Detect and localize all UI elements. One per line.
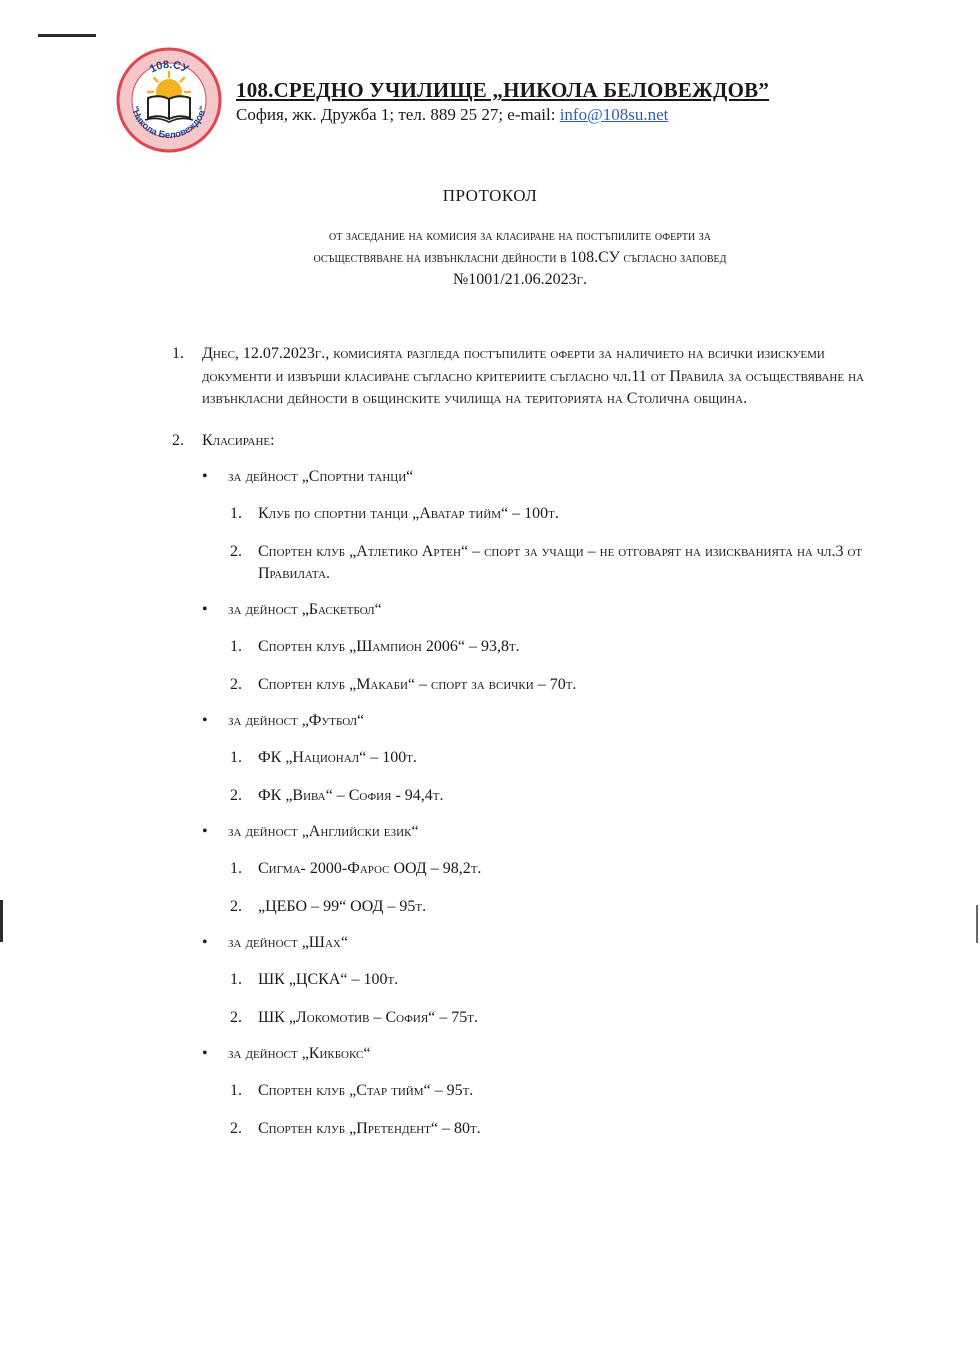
item-text: Класиране: — [202, 431, 275, 449]
club-text: Спортен клуб „Макаби“ – спорт за всички – 70т. — [258, 676, 577, 693]
bullet-icon: • — [202, 823, 208, 840]
book-icon — [145, 96, 193, 122]
club-number: 2. — [230, 676, 242, 693]
email-link[interactable]: info@108su.net — [559, 105, 669, 124]
club-list — [168, 1080, 888, 1140]
club-text: Спортен клуб „Шампион 2006“ – 93,8т. — [258, 638, 520, 655]
club-number: 1. — [230, 971, 242, 988]
subtitle-line-1: от заседание на комисия за класиране на постъпилите оферти за — [329, 229, 711, 244]
club-number: 1. — [230, 860, 242, 877]
club-text: „ЦЕБО – 99“ ООД – 95т. — [258, 898, 427, 915]
category-item — [168, 466, 888, 488]
bullet-icon: • — [202, 468, 208, 485]
letterhead — [236, 78, 769, 125]
club-number: 2. — [230, 543, 242, 560]
club-text: Клуб по спортни танци „Аватар тийм“ – 100т. — [258, 505, 559, 522]
club-list — [168, 969, 888, 1029]
club-number: 2. — [230, 1120, 242, 1137]
club-number: 2. — [230, 898, 242, 915]
item-number: 1. — [172, 345, 184, 362]
logo-bottom-text: "Никола Беловеждов" — [128, 105, 210, 142]
club-number: 1. — [230, 749, 242, 766]
club-list — [168, 636, 888, 696]
protocol-body — [168, 343, 888, 1140]
club-list-item — [168, 636, 888, 658]
club-list-item — [168, 747, 888, 769]
club-text: Спортен клуб „Атлетико Артен“ – спорт за учащи – не отговарят на изискванията на чл.3 от Правилата. — [258, 543, 863, 582]
club-text: ФК „Национал“ – 100т. — [258, 749, 417, 766]
club-text: ШК „Локомотив – София“ – 75т. — [258, 1009, 478, 1026]
list-item — [168, 343, 888, 411]
club-list — [168, 858, 888, 918]
document-subtitle — [200, 226, 840, 290]
item-number: 2. — [172, 431, 184, 449]
subtitle-line-2-a: осъществяване на извънкласни дейности в — [313, 251, 571, 266]
club-text: Спортен клуб „Претендент“ – 80т. — [258, 1120, 481, 1137]
club-list-item — [168, 1007, 888, 1029]
logo-top-text: 108.СУ — [147, 58, 191, 76]
subtitle-line-2 — [200, 247, 840, 269]
club-list — [168, 503, 888, 585]
address-text: София, жк. Дружба 1; тел. 889 25 27; e-mail: — [236, 105, 560, 124]
category-label: за дейност „Кикбокс“ — [228, 1045, 371, 1062]
club-list-item — [168, 785, 888, 807]
school-logo — [115, 46, 223, 154]
club-text: ФК „Вива“ – София - 94,4т. — [258, 787, 444, 804]
school-address — [236, 105, 769, 125]
document-title: ПРОТОКОЛ — [442, 186, 538, 205]
club-list-item — [168, 541, 888, 585]
club-text: ШК „ЦСКА“ – 100т. — [258, 971, 399, 988]
club-list-item — [168, 896, 888, 918]
club-list-item — [168, 858, 888, 880]
category-item — [168, 599, 888, 621]
bullet-icon: • — [202, 1045, 208, 1062]
club-number: 1. — [230, 1082, 242, 1099]
category-item — [168, 932, 888, 954]
subtitle-school: 108.СУ — [570, 249, 620, 266]
club-number: 2. — [230, 1009, 242, 1026]
bullet-icon: • — [202, 712, 208, 729]
club-number: 1. — [230, 505, 242, 522]
club-list-item — [168, 1080, 888, 1102]
list-item — [168, 430, 888, 453]
category-label: за дейност „Баскетбол“ — [228, 601, 382, 618]
school-name: 108.СРЕДНО УЧИЛИЩЕ „НИКОЛА БЕЛОВЕЖДОВ” — [236, 78, 770, 102]
club-list-item — [168, 969, 888, 991]
category-label: за дейност „Спортни танци“ — [228, 468, 414, 485]
club-number: 2. — [230, 787, 242, 804]
club-list — [168, 747, 888, 807]
subtitle-line-2-c: съгласно заповед — [619, 251, 727, 266]
club-text: Сигма- 2000-Фарос ООД – 98,2т. — [258, 860, 482, 877]
club-number: 1. — [230, 638, 242, 655]
category-item — [168, 710, 888, 732]
ranking-list — [168, 466, 888, 1140]
item-text: Днес, 12.07.2023г., комисията разгледа постъпилите оферти за наличието на всички изискуеми документи и извърши класиране съгласно критериите съгласно чл.11 от Правила за осъществяване на извънкласни дейности в общинските училища на територията на Столична община. — [202, 345, 864, 407]
club-list-item — [168, 503, 888, 525]
scan-artifact-edge-right — [976, 905, 978, 943]
subtitle-order-number: №1001/21.06.2023г. — [452, 271, 588, 288]
scan-artifact-edge — [0, 900, 3, 942]
category-label: за дейност „Английски език“ — [228, 823, 419, 840]
club-text: Спортен клуб „Стар тийм“ – 95т. — [258, 1082, 474, 1099]
bullet-icon: • — [202, 601, 208, 618]
category-item — [168, 1043, 888, 1065]
bullet-icon: • — [202, 934, 208, 951]
category-label: за дейност „Футбол“ — [228, 712, 365, 729]
club-list-item — [168, 1118, 888, 1140]
category-label: за дейност „Шах“ — [228, 934, 348, 951]
scan-artifact-line — [38, 34, 96, 37]
club-list-item — [168, 674, 888, 696]
category-item — [168, 821, 888, 843]
